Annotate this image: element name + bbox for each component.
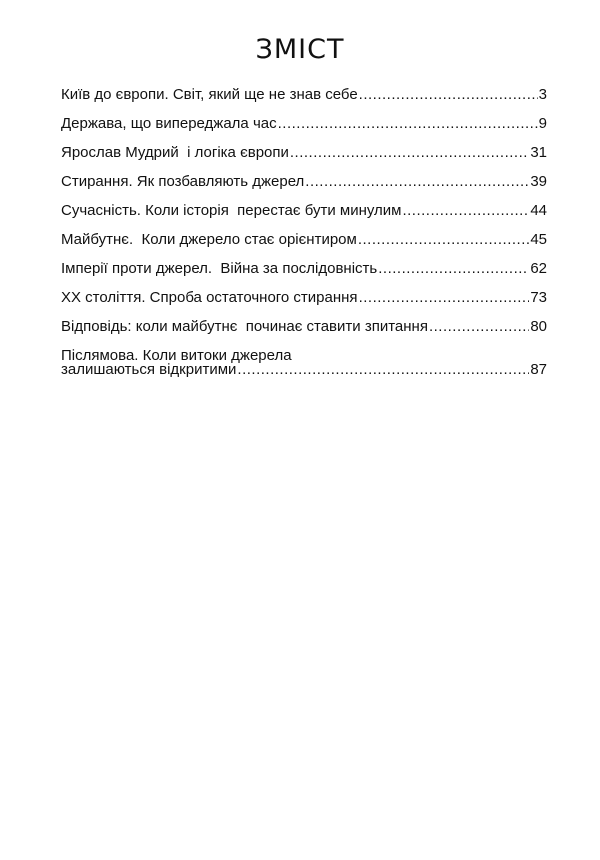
toc-entry-label: Сучасність. Коли історія перестає бути минулим: [61, 202, 402, 219]
dot-leader: [402, 202, 529, 219]
toc-entry[interactable]: [61, 312, 547, 341]
toc-entry[interactable]: [61, 138, 547, 167]
toc-entry-label: XX століття. Спроба остаточного стирання: [61, 289, 358, 306]
toc-entry[interactable]: [61, 225, 547, 254]
dot-leader: [278, 115, 538, 132]
toc-entry-label: Стирання. Як позбавляють джерел: [61, 173, 305, 190]
dot-leader: [290, 144, 529, 161]
toc-entry-label: Ярослав Мудрий і логіка європи: [61, 144, 289, 161]
dot-leader: [237, 361, 529, 378]
toc-entry-label: Держава, що випереджала час: [61, 115, 277, 132]
toc-entry[interactable]: [61, 283, 547, 312]
dot-leader: [305, 173, 529, 190]
toc-entry-label: Київ до європи. Світ, який ще не знав себе: [61, 86, 358, 103]
table-of-contents: [61, 80, 547, 381]
dot-leader: [429, 318, 529, 335]
toc-entry-page: 39: [530, 173, 547, 190]
toc-entry-page: 45: [530, 231, 547, 248]
toc-entry-label: Імперії проти джерел. Війна за послідовність: [61, 260, 378, 277]
page-title: ЗМІСТ: [255, 34, 345, 65]
dot-leader: [358, 231, 529, 248]
dot-leader: [359, 289, 530, 306]
toc-entry[interactable]: [61, 254, 547, 283]
toc-entry[interactable]: [61, 80, 547, 109]
toc-entry[interactable]: [61, 341, 547, 381]
toc-entry-label-line2: залишаються відкритими: [61, 361, 237, 378]
toc-entry-label-line1: Післямова. Коли витоки джерела: [61, 347, 292, 364]
toc-entry-page: 31: [530, 144, 547, 161]
toc-entry-page: 9: [538, 115, 547, 132]
toc-entry-page: 3: [538, 86, 547, 103]
toc-entry-page: 87: [530, 361, 547, 378]
toc-entry-page: 62: [530, 260, 547, 277]
toc-entry[interactable]: [61, 109, 547, 138]
dot-leader: [378, 260, 529, 277]
toc-entry-page: 80: [530, 318, 547, 335]
toc-entry-page: 73: [530, 289, 547, 306]
toc-entry[interactable]: [61, 196, 547, 225]
toc-entry-page: 44: [530, 202, 547, 219]
toc-entry-label: Відповідь: коли майбутнє починає ставити зпитання: [61, 318, 428, 335]
dot-leader: [359, 86, 538, 103]
toc-entry[interactable]: [61, 167, 547, 196]
toc-entry-label: Майбутнє. Коли джерело стає орієнтиром: [61, 231, 357, 248]
